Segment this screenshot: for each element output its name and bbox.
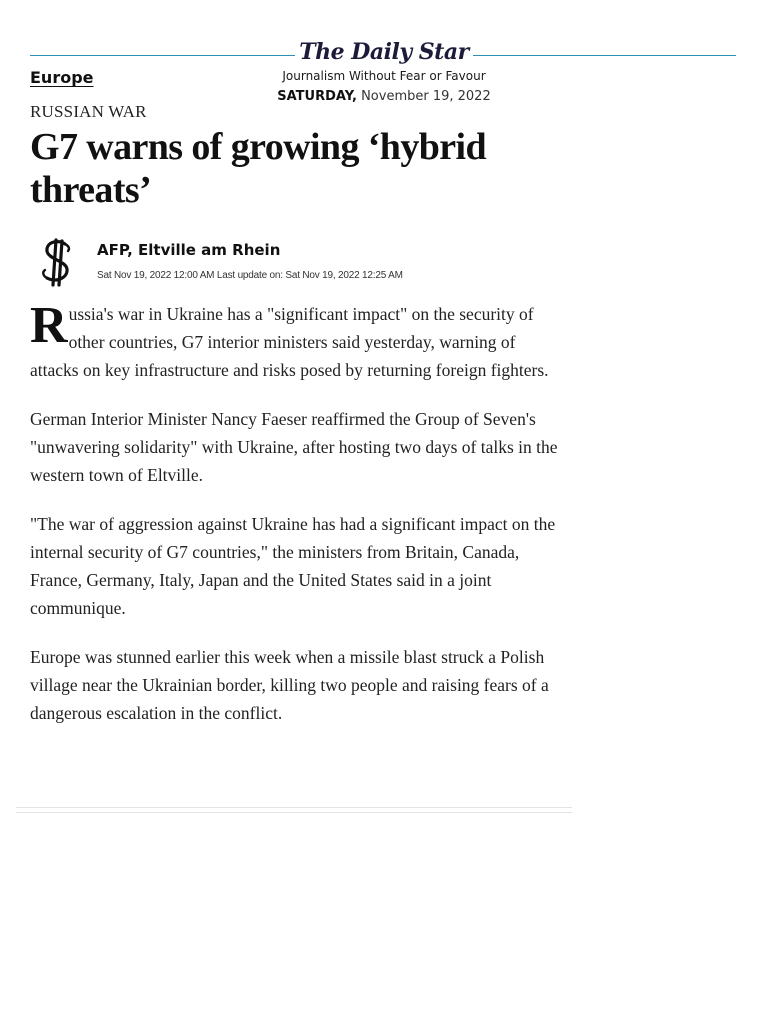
masthead-tagline: Journalism Without Fear or Favour — [282, 69, 486, 83]
article-paragraph: "The war of aggression against Ukraine has had a significant impact on the internal security of G7 countries," the ministers from Britain, Canada, France, Germany, Italy, Japan and the United States said in a joint communique. — [30, 514, 556, 618]
masthead — [0, 38, 768, 66]
article-paragraph — [30, 297, 560, 384]
article-paragraph: Europe was stunned earlier this week when a missile blast struck a Polish village near the Ukrainian border, killing two people and raising fears of a dangerous escalation in the conflict. — [30, 647, 549, 723]
article-headline: G7 warns of growing ‘hybrid threats’ — [30, 126, 487, 211]
article-kicker: RUSSIAN WAR — [30, 102, 147, 121]
first-paragraph-text: ussia's war in Ukraine has a "significant impact" on the security of other countries, G7 interior ministers said yesterday, warning of attacks on key infrastructure and risks posed by returning foreign fighters. — [30, 304, 549, 380]
daily-star-s-logo-icon — [32, 236, 84, 288]
site-logo[interactable]: The Daily Star — [295, 38, 472, 66]
date-day: SATURDAY, — [277, 89, 357, 104]
section-link-europe[interactable]: Europe — [30, 68, 94, 87]
article-timestamps: Sat Nov 19, 2022 12:00 AM Last update on: Sat Nov 19, 2022 12:25 AM — [97, 270, 403, 281]
date-rest: November 19, 2022 — [356, 89, 491, 104]
drop-cap: R — [30, 297, 68, 354]
article-body — [30, 297, 560, 748]
article-paragraph: German Interior Minister Nancy Faeser reaffirmed the Group of Seven's "unwavering solidarity" with Ukraine, after hosting two days of talks in the western town of Eltville. — [30, 409, 558, 485]
article-end-divider — [16, 807, 572, 813]
article-author: AFP, Eltville am Rhein — [97, 241, 281, 259]
